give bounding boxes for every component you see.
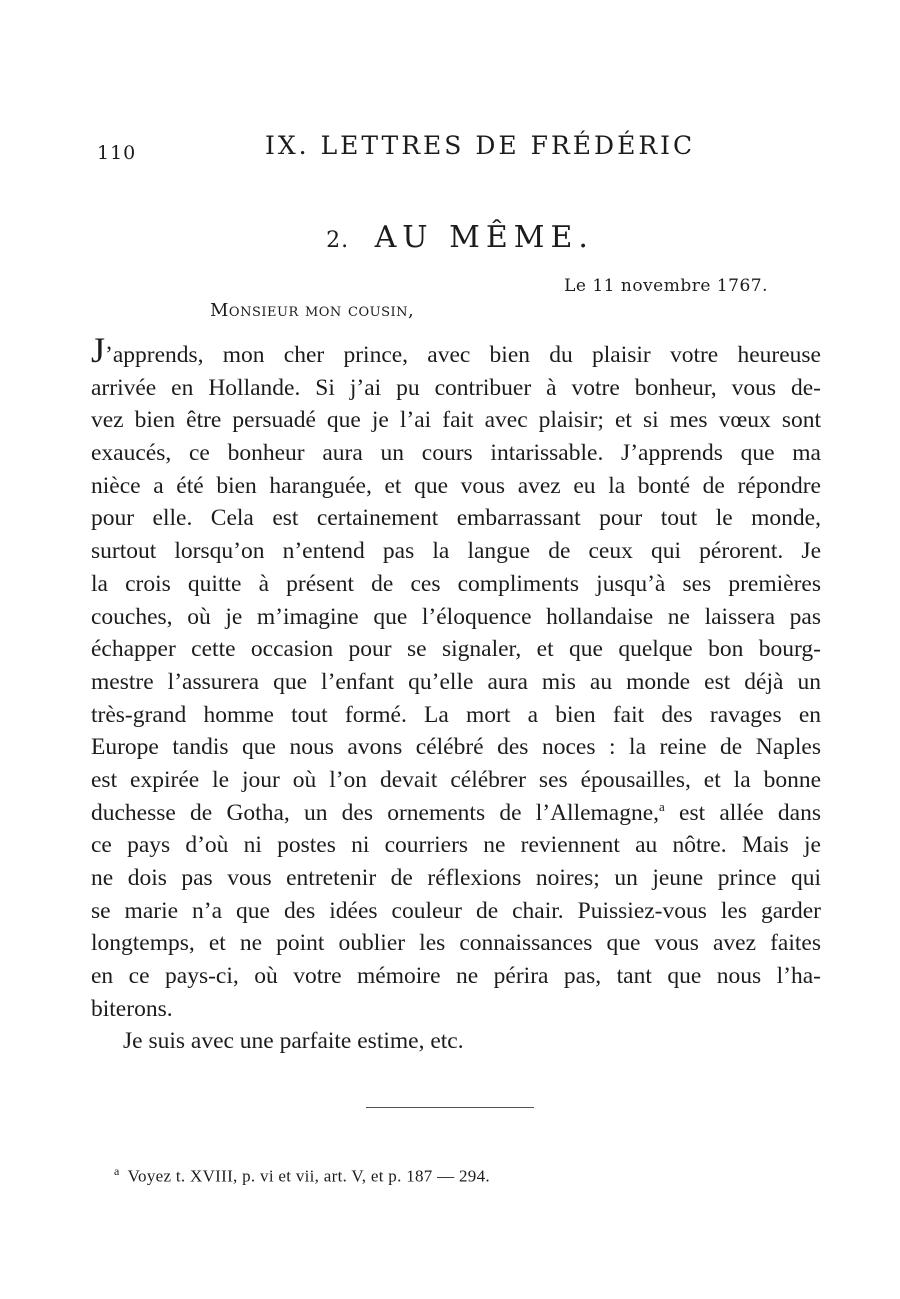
salutation-text: Monsieur mon cousin, [210, 300, 415, 321]
footnote-mark: a [114, 1164, 120, 1178]
body-line: Europe tandis que nous avons célébré des noces : la reine de Naples [91, 734, 821, 761]
dateline: Le 11 novembre 1767. [564, 276, 768, 296]
body-line: exaucés, ce bonheur aura un cours intarissable. J’apprends que ma [91, 440, 821, 467]
body-line: longtemps, et ne point oublier les connaissances que vous avez faites [91, 930, 821, 957]
body-line: pour elle. Cela est certainement embarrassant pour tout le monde, [91, 505, 821, 532]
running-head: IX. LETTRES DE FRÉDÉRIC [265, 131, 696, 160]
body-line: la crois quitte à présent de ces compliments jusqu’à ses premières [91, 570, 821, 597]
footnote [114, 1164, 490, 1187]
body-line-text: est allée dans [664, 799, 822, 826]
footnote-text: Voyez t. XVIII, p. vi et vii, art. V, et p. 187 — 294. [127, 1166, 490, 1186]
body-line: nièce a été bien haranguée, et que vous avez eu la bonté de répondre [91, 472, 821, 499]
body-line: ce pays d’où ni postes ni courriers ne reviennent au nôtre. Mais je [91, 832, 821, 859]
body-line: se marie n’a que des idées couleur de chair. Puissiez-vous les garder [91, 897, 821, 924]
body-line: arrivée en Hollande. Si j’ai pu contribuer à votre bonheur, vous de- [91, 374, 821, 401]
body-line [91, 797, 821, 830]
letter-number: 2. [326, 228, 350, 253]
letter-heading: AU MÊME. [374, 220, 594, 255]
letter-body [91, 330, 822, 1058]
drop-cap: J [91, 330, 106, 370]
letter-title [0, 220, 900, 255]
body-line: biterons. [91, 995, 173, 1022]
body-line: surtout lorsqu’on n’entend pas la langue de ceux qui pérorent. Je [91, 538, 821, 565]
body-line: échapper cette occasion pour se signaler, et que quelque bon bourg- [91, 636, 821, 663]
body-line: en ce pays-ci, où votre mémoire ne périra pas, tant que nous l’ha- [91, 963, 821, 990]
body-line-text: ’apprends, mon cher prince, avec bien du plaisir votre heureuse [105, 342, 821, 368]
closing-line: Je suis avec une parfaite estime, etc. [123, 1028, 464, 1055]
body-line: mestre l’assurera que l’enfant qu’elle aura mis au monde est déjà un [91, 668, 821, 695]
body-line: vez bien être persuadé que je l’ai fait avec plaisir; et si mes vœux sont [91, 407, 821, 434]
body-line: est expirée le jour où l’on devait célébrer ses épousailles, et la bonne [91, 766, 821, 793]
salutation [210, 300, 414, 321]
body-line [91, 330, 821, 372]
body-line-text: duchesse de Gotha, un des ornements de l’Allemagne, [91, 799, 660, 826]
body-line: ne dois pas vous entretenir de réflexions noires; un jeune prince qui [91, 865, 821, 891]
body-line: couches, où je m’imagine que l’éloquence hollandaise ne laissera pas [91, 603, 821, 630]
body-line: très-grand homme tout formé. La mort a bien fait des ravages en [91, 701, 821, 728]
footnote-rule [366, 1107, 534, 1108]
page-number: 110 [97, 142, 137, 164]
footnote-reference: a [659, 798, 665, 814]
